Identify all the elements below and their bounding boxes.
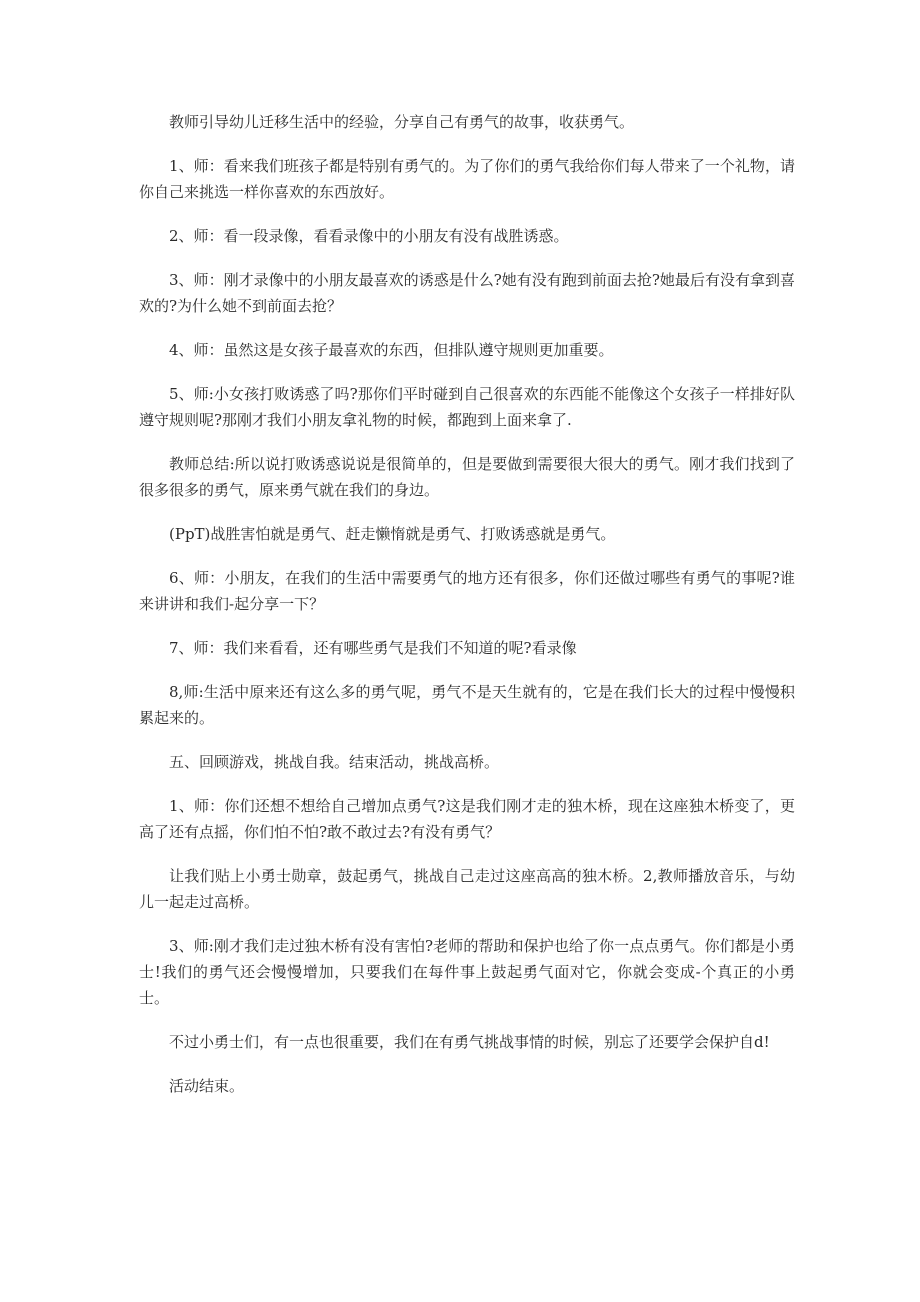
paragraph-step-7: 7、师：我们来看看，还有哪些勇气是我们不知道的呢?看录像 xyxy=(169,639,577,657)
paragraph-step-2: 2、师：看一段录像，看看录像中的小朋友有没有战胜诱惑。 xyxy=(169,227,569,245)
paragraph-section5-step-3: 3、师:刚才我们走过独木桥有没有害怕?老师的帮助和保护也给了你一点点勇气。你们都是小勇士!我们的勇气还会慢慢增加，只要我们在每件事上鼓起勇气面对它，你就会变成-个真正的小勇士。 xyxy=(139,937,795,1007)
paragraph-ppt: (PpT)战胜害怕就是勇气、赶走懒惰就是勇气、打败诱惑就是勇气。 xyxy=(169,525,616,543)
paragraph-step-1: 1、师：看来我们班孩子都是特别有勇气的。为了你们的勇气我给你们每人带来了一个礼物，请你自己来挑选一样你喜欢的东西放好。 xyxy=(139,157,795,201)
paragraph-step-5: 5、师:小女孩打败诱惑了吗?那你们平时碰到自己很喜欢的东西能不能像这个女孩子一样排好队遵守规则呢?那刚才我们小朋友拿礼物的时候，都跑到上面来拿了. xyxy=(139,385,795,429)
paragraph-reminder: 不过小勇士们，有一点也很重要，我们在有勇气挑战事情的时候，别忘了还要学会保护自d! xyxy=(169,1033,770,1051)
paragraph-teacher-summary: 教师总结:所以说打败诱惑说说是很简单的，但是要做到需要很大很大的勇气。刚才我们找到了很多很多的勇气，原来勇气就在我们的身边。 xyxy=(139,455,795,499)
section-heading-five: 五、回顾游戏，挑战自我。结束活动，挑战高桥。 xyxy=(169,753,500,771)
document-body xyxy=(139,109,795,1117)
paragraph-section5-step-2: 让我们贴上小勇士勋章，鼓起勇气，挑战自己走过这座高高的独木桥。2,教师播放音乐，与幼儿一起走过高桥。 xyxy=(139,867,795,911)
paragraph-section5-step-1: 1、师：你们还想不想给自己增加点勇气?这是我们刚才走的独木桥，现在这座独木桥变了，更高了还有点摇，你们怕不怕?敢不敢过去?有没有勇气？ xyxy=(139,797,795,841)
paragraph-step-4: 4、师：虽然这是女孩子最喜欢的东西，但排队遵守规则更加重要。 xyxy=(169,341,614,359)
paragraph-end: 活动结束。 xyxy=(169,1077,245,1095)
paragraph-step-6: 6、师：小朋友，在我们的生活中需要勇气的地方还有很多，你们还做过哪些有勇气的事呢?谁来讲讲和我们-起分享一下？ xyxy=(139,569,795,613)
paragraph-step-3: 3、师：刚才录像中的小朋友最喜欢的诱惑是什么?她有没有跑到前面去抢?她最后有没有拿到喜欢的?为什么她不到前面去抢？ xyxy=(139,271,795,315)
paragraph-intro: 教师引导幼儿迁移生活中的经验，分享自己有勇气的故事，收获勇气。 xyxy=(169,113,635,131)
paragraph-step-8: 8,师:生活中原来还有这么多的勇气呢，勇气不是天生就有的，它是在我们长大的过程中慢慢积累起来的。 xyxy=(139,683,795,727)
